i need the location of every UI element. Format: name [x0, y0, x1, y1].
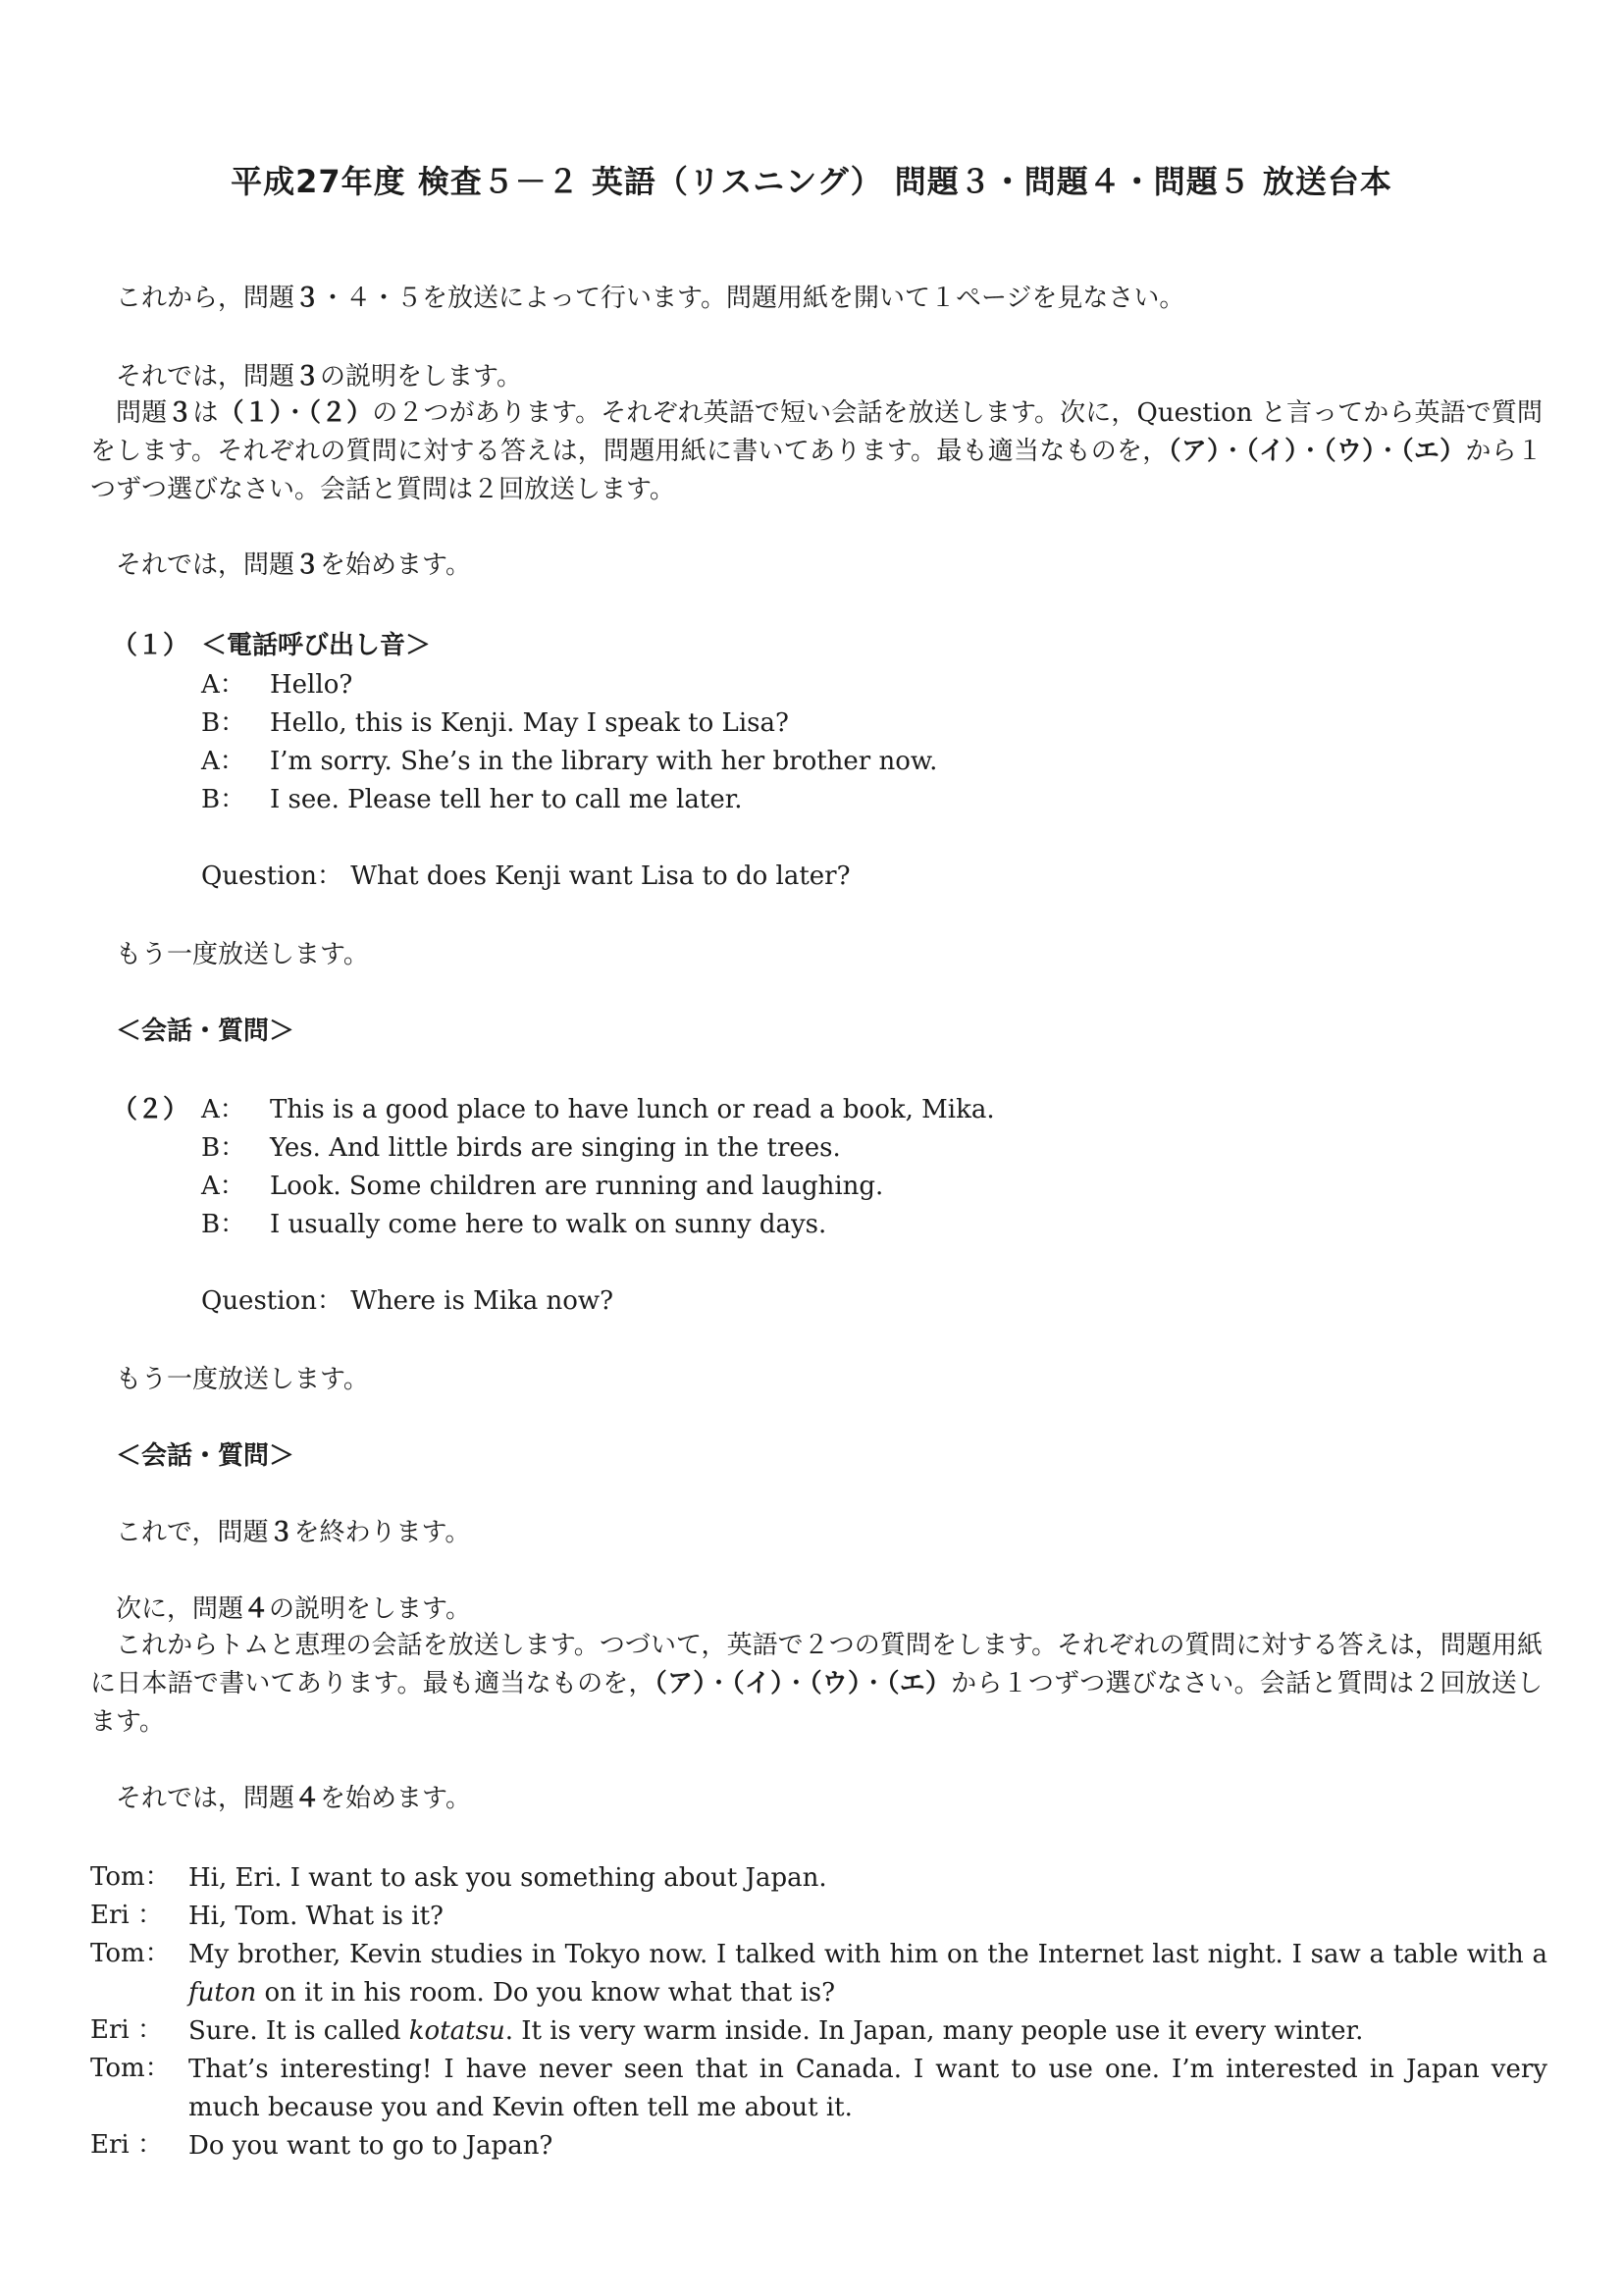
utterance: Do you want to go to Japan? — [188, 2131, 553, 2161]
speaker-label: Eri ： — [90, 1901, 163, 1930]
utterance: My brother, Kevin studies in Tokyo now. I talked with him on the Internet last night. I saw a table with a futon on it in his room. Do you know what that is? — [188, 1940, 1547, 2008]
speaker-label: B： — [201, 708, 246, 738]
speaker-label: Tom： — [90, 2054, 171, 2083]
speaker-label: A： — [201, 1172, 245, 1201]
utterance: I’m sorry. She’s in the library with her brother now. — [270, 747, 938, 776]
q1-number: （１） — [112, 631, 189, 660]
speaker-label: A： — [201, 670, 245, 700]
q1-sound-cue: ＜電話呼び出し音＞ — [201, 631, 432, 660]
p3-end: これで，問題３を終わります。 — [116, 1518, 471, 1547]
speaker-label: B： — [201, 1210, 246, 1239]
speaker-label: A： — [201, 747, 245, 776]
p3-start: それでは，問題３を始めます。 — [116, 550, 471, 580]
utterance: Hello, this is Kenji. May I speak to Lisa? — [270, 708, 789, 738]
utterance: Yes. And little birds are singing in the trees. — [270, 1133, 841, 1163]
page-title: 平成27年度 検査５－２ 英語（リスニング） 問題３・問題４・問題５ 放送台本 — [231, 163, 1392, 200]
utterance: Hi, Eri. I want to ask you something about Japan. — [188, 1863, 827, 1893]
p4-start: それでは，問題４を始めます。 — [116, 1784, 471, 1813]
speaker-label: A： — [201, 1095, 245, 1124]
utterance: That’s interesting! I have never seen that in Canada. I want to use one. I’m interested in Japan very much because you and Kevin often tell me about it. — [188, 2055, 1547, 2122]
speaker-label: Tom： — [90, 1862, 171, 1892]
repeat-notice: もう一度放送します。 — [116, 940, 369, 969]
speaker-label: Eri ： — [90, 2130, 163, 2160]
utterance: I usually come here to walk on sunny days. — [270, 1210, 827, 1239]
repeat-notice: もう一度放送します。 — [116, 1365, 369, 1394]
intro-text: これから，問題３・４・５を放送によって行います。問題用紙を開いて１ページを見なさい。 — [116, 284, 1185, 313]
speaker-label: Eri ： — [90, 2015, 163, 2045]
q2-number: （２） — [112, 1095, 189, 1124]
utterance: This is a good place to have lunch or read a book, Mika. — [270, 1095, 995, 1124]
p4-explain-body: これからトムと恵理の会話を放送します。つづいて，英語で２つの質問をします。それぞれの質問に対する答えは，問題用紙に日本語で書いてあります。最も適当なものを，（ア）・（イ）・（ウ）・（エ）から１つずつ選びなさい。会話と質問は２回放送します。 — [90, 1631, 1543, 1737]
q2-question: Question： Where is Mika now? — [201, 1286, 614, 1316]
p3-explain-heading: それでは，問題３の説明をします。 — [116, 362, 522, 391]
utterance: Look. Some children are running and laughing. — [270, 1172, 884, 1201]
utterance: Hello? — [270, 670, 353, 700]
q1-question: Question： What does Kenji want Lisa to do later? — [201, 861, 851, 891]
utterance: I see. Please tell her to call me later. — [270, 785, 743, 814]
replay-cue: ＜会話・質問＞ — [116, 1441, 295, 1471]
speaker-label: Tom： — [90, 1939, 171, 1968]
speaker-label: B： — [201, 1133, 246, 1163]
utterance: Hi, Tom. What is it? — [188, 1902, 444, 1931]
speaker-label: B： — [201, 785, 246, 814]
replay-cue: ＜会話・質問＞ — [116, 1017, 295, 1046]
p3-explain-body: 問題３は（１）・（２）の２つがあります。それぞれ英語で短い会話を放送します。次に，Question と言ってから英語で質問をします。それぞれの質問に対する答えは，問題用紙に書いてあります。最も適当なものを，（ア）・（イ）・（ウ）・（エ）から１つずつ選びなさい。会話と質問は２回放送します。 — [90, 398, 1543, 504]
utterance: Sure. It is called kotatsu. It is very warm inside. In Japan, many people use it every winter. — [188, 2016, 1364, 2046]
p4-explain-heading: 次に，問題４の説明をします。 — [116, 1594, 471, 1624]
